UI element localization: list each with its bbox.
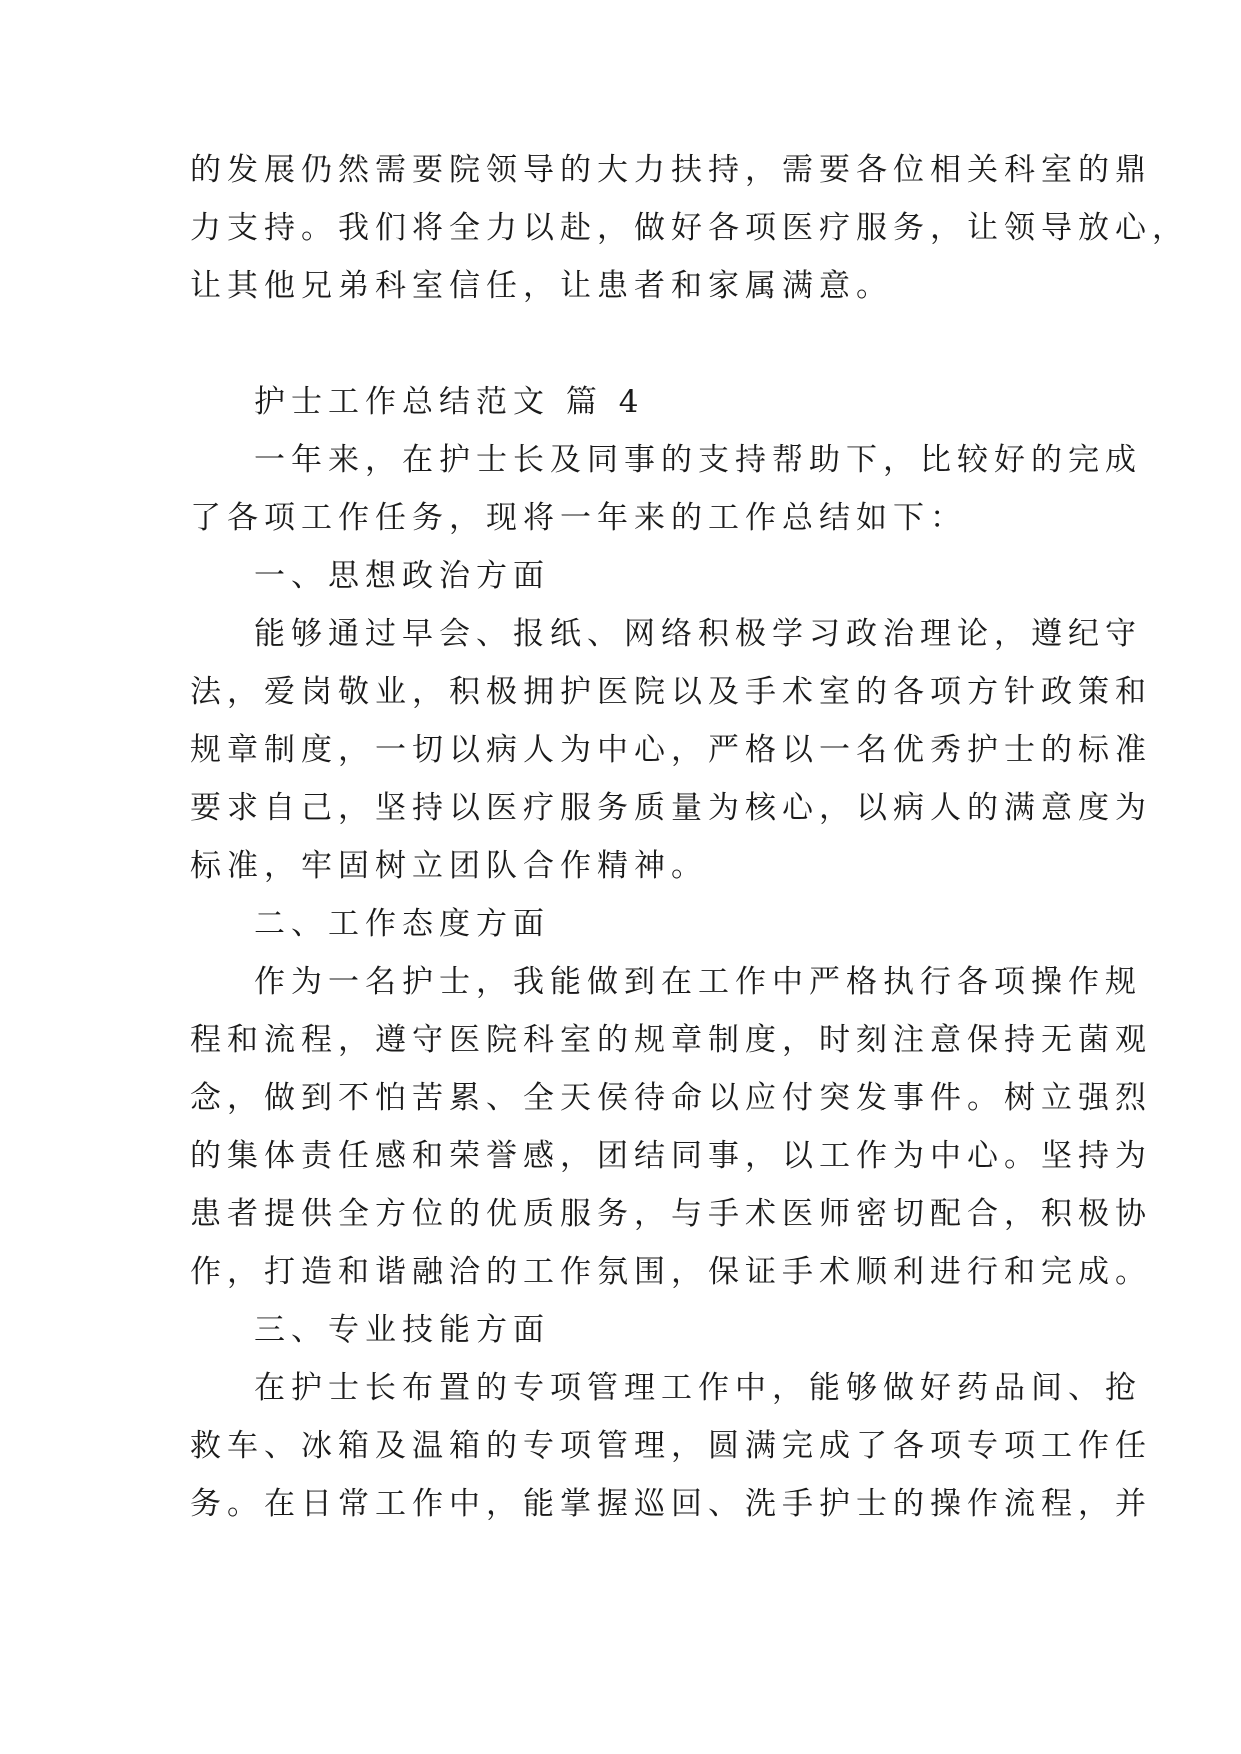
paragraph-line: 能够通过早会、报纸、网络积极学习政治理论，遵纪守 [254,616,1142,652]
paragraph-line: 要求自己，坚持以医疗服务质量为核心，以病人的满意度为 [190,790,1152,826]
paragraph-line: 标准，牢固树立团队合作精神。 [190,848,708,884]
paragraph-line: 作为一名护士，我能做到在工作中严格执行各项操作规 [254,964,1142,1000]
paragraph-line: 力支持。我们将全力以赴，做好各项医疗服务，让领导放心， [190,210,1189,246]
paragraph-line: 让其他兄弟科室信任，让患者和家属满意。 [190,268,893,304]
section-heading: 三、专业技能方面 [254,1312,550,1348]
paragraph-line: 作，打造和谐融洽的工作氛围，保证手术顺利进行和完成。 [190,1254,1152,1290]
paragraph-line: 法，爱岗敬业，积极拥护医院以及手术室的各项方针政策和 [190,674,1152,710]
paragraph-line: 程和流程，遵守医院科室的规章制度，时刻注意保持无菌观 [190,1022,1152,1058]
paragraph-line: 患者提供全方位的优质服务，与手术医师密切配合，积极协 [190,1196,1152,1232]
paragraph-line: 的集体责任感和荣誉感，团结同事，以工作为中心。坚持为 [190,1138,1152,1174]
paragraph-line: 务。在日常工作中，能掌握巡回、洗手护士的操作流程，并 [190,1486,1152,1522]
section-heading: 一、思想政治方面 [254,558,550,594]
paragraph-line: 救车、冰箱及温箱的专项管理，圆满完成了各项专项工作任 [190,1428,1152,1464]
paragraph-line: 的发展仍然需要院领导的大力扶持，需要各位相关科室的鼎 [190,152,1152,188]
paragraph-line: 了各项工作任务，现将一年来的工作总结如下： [190,500,967,536]
paragraph-line: 念，做到不怕苦累、全天侯待命以应付突发事件。树立强烈 [190,1080,1152,1116]
paragraph-line: 规章制度，一切以病人为中心，严格以一名优秀护士的标准 [190,732,1152,768]
section-title: 护士工作总结范文 篇 4 [254,384,645,420]
section-heading: 二、工作态度方面 [254,906,550,942]
paragraph-line: 一年来，在护士长及同事的支持帮助下，比较好的完成 [254,442,1142,478]
paragraph-line: 在护士长布置的专项管理工作中，能够做好药品间、抢 [254,1370,1142,1406]
